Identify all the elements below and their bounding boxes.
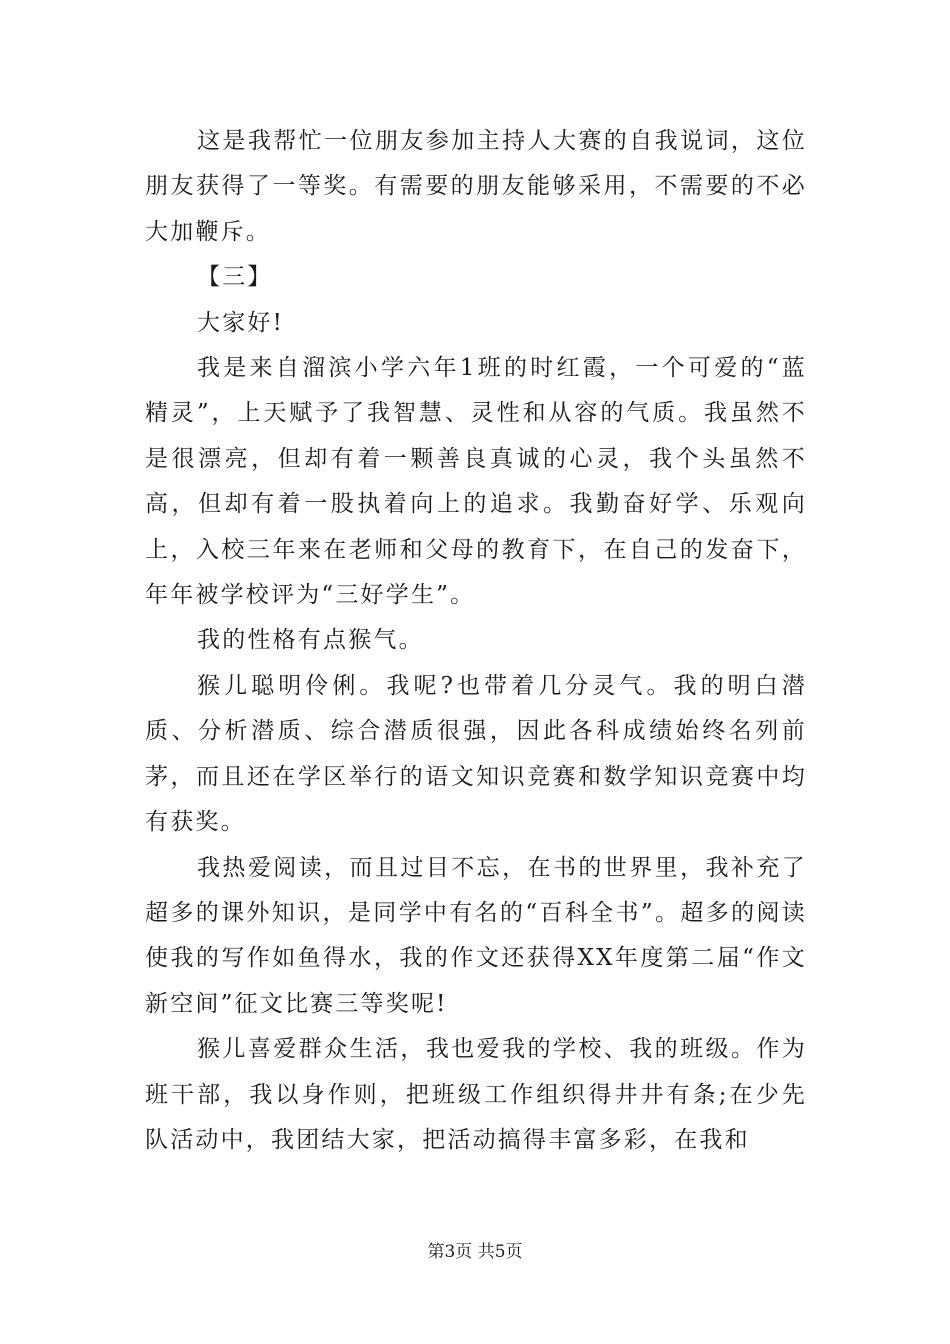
document-body — [145, 119, 807, 1163]
paragraph-personality: 我的性格有点猴气。 — [197, 627, 424, 654]
paragraph-intro-note: 这是我帮忙一位朋友参加主持人大赛的自我说词，这位朋友获得了一等奖。有需要的朋友能够采用，不需要的不必大加鞭斥。 — [145, 128, 807, 245]
paragraph-group-life: 猴儿喜爱群众生活，我也爱我的学校、我的班级。作为班干部，我以身作则，把班级工作组织得井井有条;在少先队活动中，我团结大家，把活动搞得丰富多彩，在我和 — [145, 1036, 807, 1153]
paragraph-intelligence: 猴儿聪明伶俐。我呢?也带着几分灵气。我的明白潜质、分析潜质、综合潜质很强，因此各科成绩始终名列前茅，而且还在学区举行的语文知识竞赛和数学知识竞赛中均有获奖。 — [145, 672, 807, 836]
paragraph-reading: 我热爱阅读，而且过目不忘，在书的世界里，我补充了超多的课外知识，是同学中有名的“百科全书”。超多的阅读使我的写作如鱼得水，我的作文还获得XX年度第二届“作文新空间”征文比赛三等奖呢! — [145, 854, 807, 1017]
section-heading: 【三】 — [197, 264, 273, 291]
paragraph-greeting: 大家好! — [197, 309, 285, 336]
page-number-footer: 第3页 共5页 — [427, 1242, 523, 1262]
paragraph-self-introduction: 我是来自溜滨小学六年1班的时红霞，一个可爱的“蓝精灵”，上天赋予了我智慧、灵性和从容的气质。我虽然不是很漂亮，但却有着一颗善良真诚的心灵，我个头虽然不高，但却有着一股执着向上的追求。我勤奋好学、乐观向上，入校三年来在老师和父母的教育下，在自己的发奋下，年年被学校评为“三好学生”。 — [145, 355, 807, 609]
